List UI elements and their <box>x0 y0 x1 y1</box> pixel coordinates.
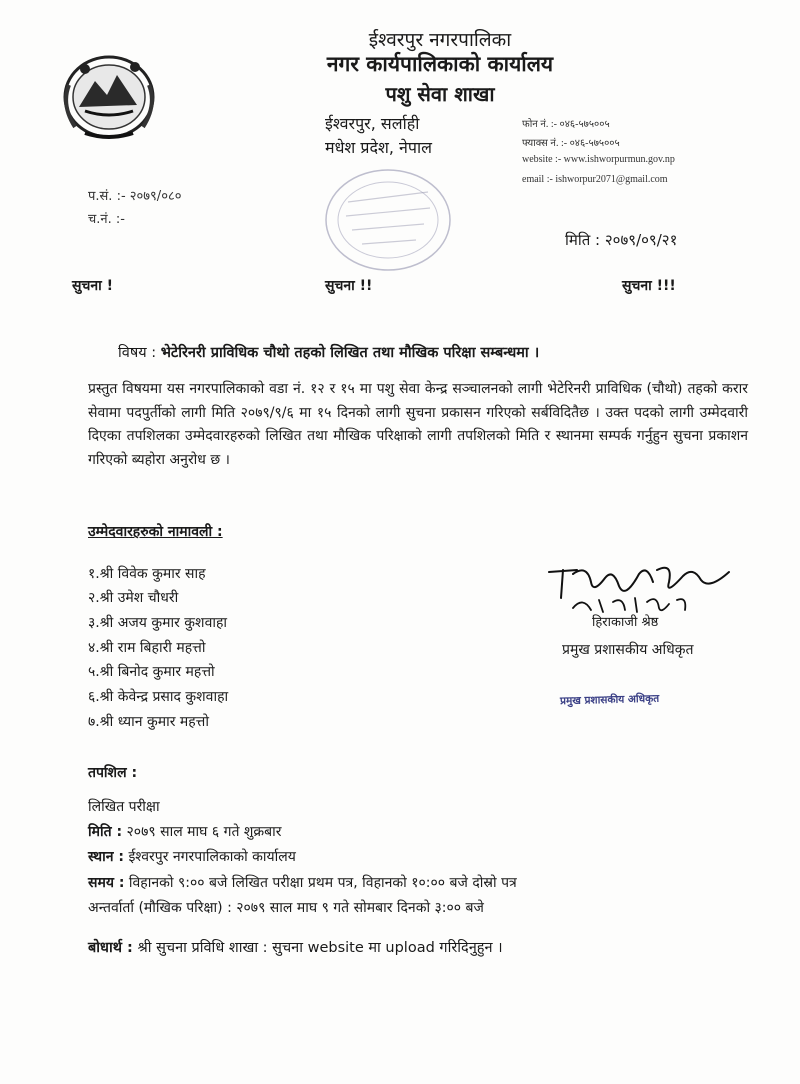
contact-website: website :- www.ishworpurmun.gov.np <box>522 154 675 165</box>
subject-text: भेटेरिनरी प्राविधिक चौथो तहको लिखित तथा मौखिक परिक्षा सम्बन्धमा । <box>160 345 540 361</box>
candidate-item: ३.श्री अजय कुमार कुशवाहा <box>88 615 228 631</box>
subject-label: विषय : <box>118 345 157 361</box>
contact-email: email :- ishworpur2071@gmail.com <box>522 174 668 185</box>
interview-line: अन्तर्वार्ता (मौखिक परिक्षा) : २०७९ साल माघ ९ गते सोमबार दिनको ३:०० बजे <box>88 900 484 916</box>
body-paragraph: प्रस्तुत विषयमा यस नगरपालिकाको वडा नं. १२ र १५ मा पशु सेवा केन्द्र सञ्चालनको लागी भेटेरिनरी प्राविधिक (चौथो) तहको करार सेवामा पदपुर्तीको लागी मिति २०७९/९/६ मा १५ दिनको लागी सुचना प्रकासन गरिएको सर्बविदितैछ । उक्त पदको लागी उम्मेदवारी दिएका तपशिलका उम्मेदवारहरुको लिखित तथा मौखिक परिक्षाको लागी तपशिलको मिति र स्थानमा सम्पर्क गर्नुहुन सुचना प्रकाशन गरिएको ब्यहोरा अनुरोध छ । <box>88 381 748 468</box>
office-stamp <box>318 162 458 280</box>
candidate-item: ६.श्री केवेन्द्र प्रसाद कुशवाहा <box>88 689 229 705</box>
letter-date: मिति : २०७९/०९/२१ <box>565 231 678 249</box>
candidate-item: ५.श्री बिनोद कुमार महत्तो <box>88 664 215 680</box>
date-value: २०७९ साल माघ ६ गते शुक्रबार <box>126 824 282 840</box>
place-label: स्थान : <box>88 849 124 865</box>
contact-phone: फोन नं. :- ०४६-५७५००५ <box>522 119 610 130</box>
place-value: ईश्वरपुर नगरपालिकाको कार्यालय <box>128 849 296 865</box>
time-label: समय : <box>88 875 125 891</box>
exam-time-line <box>88 873 517 892</box>
notice-heading-3: सुचना !!! <box>622 278 676 294</box>
municipality-name: ईश्वरपुर नगरपालिका <box>368 29 512 51</box>
candidate-item: ७.श्री ध्यान कुमार महत्तो <box>88 714 209 730</box>
dispatch-number: च.नं. :- <box>88 212 125 227</box>
cc-label: बोधार्थ : <box>88 940 133 956</box>
time-value: विहानको ९:०० बजे लिखित परीक्षा प्रथम पत्र, विहानको १०:०० बजे दोस्रो पत्र <box>128 875 517 891</box>
exam-type: लिखित परीक्षा <box>88 799 160 815</box>
designation-stamp: प्रमुख प्रशासकीय अधिकृत <box>559 692 660 708</box>
exam-date-line <box>88 822 282 841</box>
contact-fax: फ्याक्स नं. :- ०४६-५७५००५ <box>522 138 620 149</box>
signatory-name: हिराकाजी श्रेष्ठ <box>592 615 659 630</box>
address-line-2: मधेश प्रदेश, नेपाल <box>325 138 432 157</box>
candidate-item: २.श्री उमेश चौधरी <box>88 590 179 606</box>
date-label: मिति : <box>88 824 123 840</box>
candidate-item: १.श्री विवेक कुमार साह <box>88 566 206 582</box>
branch-name: पशु सेवा शाखा <box>385 82 495 106</box>
exam-place-line <box>88 847 296 866</box>
schedule-heading: तपशिल : <box>88 765 138 781</box>
signatory-title: प्रमुख प्रशासकीय अधिकृत <box>562 642 694 658</box>
handwritten-signature <box>543 560 743 618</box>
cc-line <box>88 937 503 957</box>
candidate-item: ४.श्री राम बिहारी महत्तो <box>88 640 206 656</box>
subject-line <box>118 342 539 362</box>
notice-heading-2: सुचना !! <box>325 278 373 294</box>
office-name: नगर कार्यपालिकाको कार्यालय <box>326 52 554 76</box>
address-line-1: ईश्वरपुर, सर्लाही <box>325 114 420 133</box>
candidates-heading: उम्मेदवारहरुको नामावली : <box>88 524 223 540</box>
notice-heading-1: सुचना ! <box>72 278 114 294</box>
letter-number: प.सं. :- २०७९/०८० <box>88 189 182 204</box>
cc-text: श्री सुचना प्रविधि शाखा : सुचना website मा upload गरिदिनुहुन । <box>137 940 503 956</box>
nepal-emblem-logo <box>55 45 163 145</box>
